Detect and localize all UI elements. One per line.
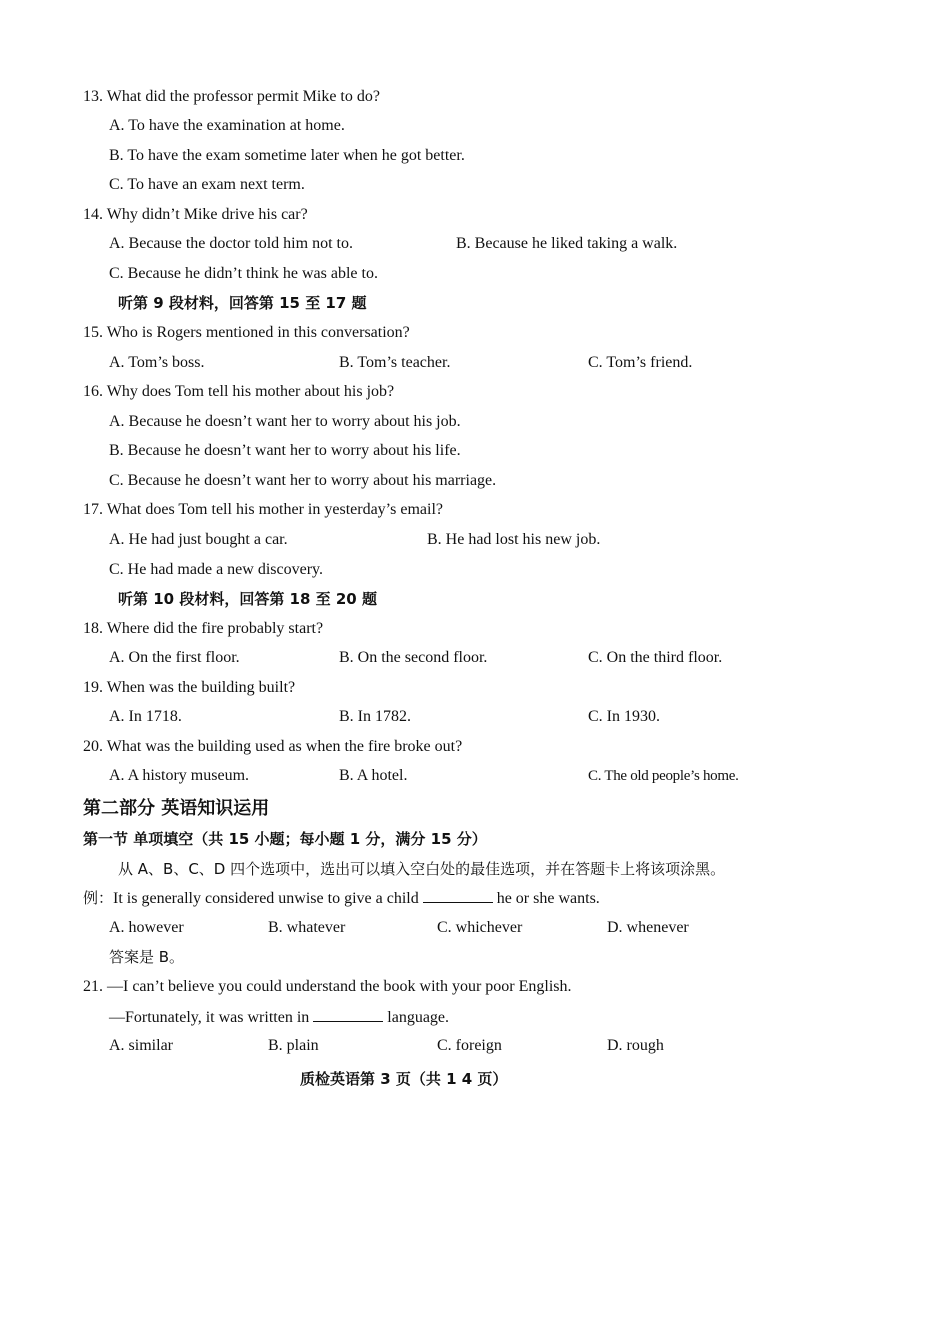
q15-option-b: B. Tom’s teacher. bbox=[339, 354, 451, 371]
q18-option-a: A. On the first floor. bbox=[109, 649, 240, 666]
q17-option-c: C. He had made a new discovery. bbox=[109, 561, 323, 578]
q19-option-b: B. In 1782. bbox=[339, 708, 411, 725]
q21-line-2 bbox=[109, 1007, 449, 1028]
q14-stem: 14. Why didn’t Mike drive his car? bbox=[83, 206, 308, 223]
example-option-b: B. whatever bbox=[268, 919, 346, 936]
q15-stem: 15. Who is Rogers mentioned in this conversation? bbox=[83, 324, 410, 341]
q21-option-a: A. similar bbox=[109, 1037, 173, 1054]
q20-option-c: C. The old people’s home. bbox=[588, 768, 739, 784]
q19-option-c: C. In 1930. bbox=[588, 708, 660, 725]
example-option-d: D. whenever bbox=[607, 919, 689, 936]
section-10-heading: 听第 10 段材料，回答第 18 至 20 题 bbox=[118, 590, 377, 608]
example-text-after: he or she wants. bbox=[492, 890, 600, 907]
q13-option-a: A. To have the examination at home. bbox=[109, 117, 345, 134]
q13-stem: 13. What did the professor permit Mike to do? bbox=[83, 88, 380, 105]
section-1-instruction: 从 A、B、C、D 四个选项中，选出可以填入空白处的最佳选项，并在答题卡上将该项涂黑。 bbox=[118, 860, 726, 878]
q21-option-d: D. rough bbox=[607, 1037, 664, 1054]
q16-option-c: C. Because he doesn’t want her to worry about his marriage. bbox=[109, 472, 497, 489]
q20-option-b: B. A hotel. bbox=[339, 767, 408, 784]
q18-option-b: B. On the second floor. bbox=[339, 649, 488, 666]
section-9-heading: 听第 9 段材料，回答第 15 至 17 题 bbox=[118, 294, 367, 312]
q21-blank bbox=[313, 1007, 383, 1022]
q19-stem: 19. When was the building built? bbox=[83, 679, 296, 696]
section-1-heading: 第一节 单项填空（共 15 小题；每小题 1 分，满分 15 分） bbox=[83, 830, 487, 848]
example-prefix: 例： bbox=[83, 889, 114, 907]
q14-option-a: A. Because the doctor told him not to. bbox=[109, 235, 353, 252]
example-sentence bbox=[83, 888, 600, 909]
example-option-a: A. however bbox=[109, 919, 184, 936]
q17-option-a: A. He had just bought a car. bbox=[109, 531, 288, 548]
q13-option-c: C. To have an exam next term. bbox=[109, 176, 305, 193]
example-option-c: C. whichever bbox=[437, 919, 523, 936]
example-answer: 答案是 B。 bbox=[109, 948, 185, 966]
q16-option-b: B. Because he doesn’t want her to worry about his life. bbox=[109, 442, 461, 459]
q18-option-c: C. On the third floor. bbox=[588, 649, 723, 666]
q13-option-b: B. To have the exam sometime later when he got better. bbox=[109, 147, 465, 164]
q15-option-a: A. Tom’s boss. bbox=[109, 354, 205, 371]
q16-option-a: A. Because he doesn’t want her to worry about his job. bbox=[109, 413, 461, 430]
q14-option-c: C. Because he didn’t think he was able to. bbox=[109, 265, 378, 282]
q20-stem: 20. What was the building used as when the fire broke out? bbox=[83, 738, 463, 755]
q14-option-b: B. Because he liked taking a walk. bbox=[456, 235, 678, 252]
q17-stem: 17. What does Tom tell his mother in yesterday’s email? bbox=[83, 501, 443, 518]
q21-text-after: language. bbox=[383, 1009, 450, 1026]
page-footer: 质检英语第 3 页（共 1 4 页） bbox=[300, 1070, 508, 1088]
q15-option-c: C. Tom’s friend. bbox=[588, 354, 693, 371]
example-text-before: It is generally considered unwise to give a child bbox=[113, 890, 423, 907]
q21-text-before: —Fortunately, it was written in bbox=[109, 1009, 314, 1026]
q18-stem: 18. Where did the fire probably start? bbox=[83, 620, 324, 637]
q21-line-1: 21. —I can’t believe you could understand the book with your poor English. bbox=[83, 978, 572, 995]
q19-option-a: A. In 1718. bbox=[109, 708, 182, 725]
q21-option-b: B. plain bbox=[268, 1037, 319, 1054]
q20-option-a: A. A history museum. bbox=[109, 767, 250, 784]
q21-option-c: C. foreign bbox=[437, 1037, 502, 1054]
part-2-title: 第二部分 英语知识运用 bbox=[83, 798, 270, 819]
example-blank bbox=[423, 888, 493, 903]
q16-stem: 16. Why does Tom tell his mother about his job? bbox=[83, 383, 395, 400]
q17-option-b: B. He had lost his new job. bbox=[427, 531, 601, 548]
